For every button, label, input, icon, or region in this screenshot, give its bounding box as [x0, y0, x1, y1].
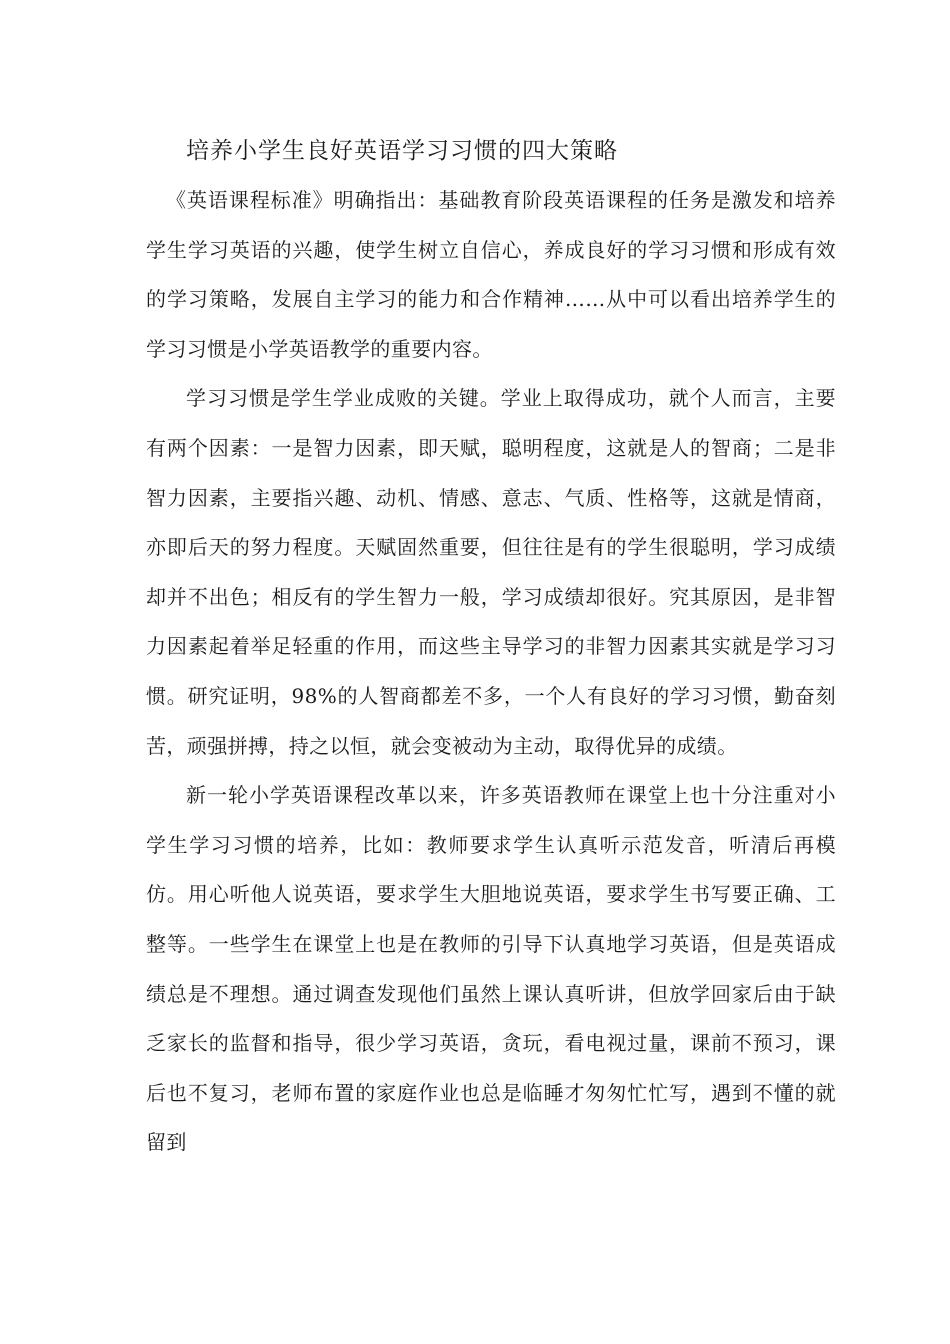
document-body — [146, 176, 836, 1168]
paragraph-2: 学习习惯是学生学业成败的关键。学业上取得成功，就个人而言，主要有两个因素：一是智力因素，即天赋，聪明程度，这就是人的智商；二是非智力因素，主要指兴趣、动机、情感、意志、气质、性格等，这就是情商，亦即后天的努力程度。天赋固然重要，但往往是有的学生很聪明，学习成绩却并不出色；相反有的学生智力一般，学习成绩却很好。究其原因，是非智力因素起着举足轻重的作用，而这些主导学习的非智力因素其实就是学习习惯。研究证明，98%的人智商都差不多，一个人有良好的学习习惯，勤奋刻苦，顽强拼搏，持之以恒，就会变被动为主动，取得优异的成绩。 — [146, 386, 836, 758]
paragraph-1: 《英语课程标准》明确指出：基础教育阶段英语课程的任务是激发和培养学生学习英语的兴趣，使学生树立自信心，养成良好的学习习惯和形成有效的学习策略，发展自主学习的能力和合作精神……从中可以看出培养学生的学习习惯是小学英语教学的重要内容。 — [146, 188, 836, 361]
paragraph-3: 新一轮小学英语课程改革以来，许多英语教师在课堂上也十分注重对小学生学习习惯的培养，比如：教师要求学生认真听示范发音，听清后再模仿。用心听他人说英语，要求学生大胆地说英语，要求学生书写要正确、工整等。一些学生在课堂上也是在教师的引导下认真地学习英语，但是英语成绩总是不理想。通过调查发现他们虽然上课认真听讲，但放学回家后由于缺乏家长的监督和指导，很少学习英语，贪玩，看电视过量，课前不预习，课后也不复习，老师布置的家庭作业也总是临睡才匆匆忙忙写，遇到不懂的就留到 — [146, 783, 836, 1155]
document-title: 培养小学生良好英语学习习惯的四大策略 — [186, 138, 618, 164]
